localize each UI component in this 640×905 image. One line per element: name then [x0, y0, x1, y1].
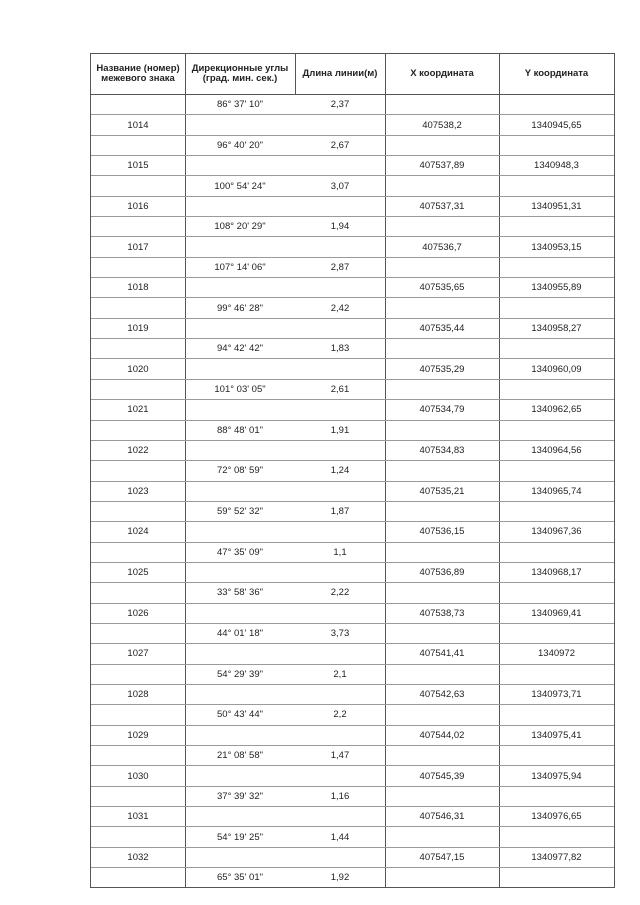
header-angles: Дирекционные углы (град. мин. сек.)	[191, 63, 289, 84]
point-name: 1018	[127, 282, 149, 294]
point-name: 1022	[127, 445, 149, 457]
y-coordinate: 1340945,65	[531, 119, 582, 131]
point-name: 1017	[127, 241, 149, 253]
line-length: 2,22	[330, 587, 350, 599]
table-row	[91, 339, 614, 359]
y-coordinate: 1340953,15	[531, 241, 582, 253]
table-row	[91, 522, 614, 542]
table-row	[91, 359, 614, 379]
y-coordinate: 1340964,56	[531, 445, 582, 457]
table-row	[91, 482, 614, 502]
table-row	[91, 766, 614, 786]
direction-angle: 94° 42' 42"	[217, 343, 263, 355]
line-length: 2,1	[333, 668, 347, 680]
x-coordinate: 407547,15	[419, 851, 465, 863]
table-row	[91, 726, 614, 746]
header-y: Y координата	[524, 68, 589, 79]
x-coordinate: 407537,89	[419, 160, 465, 172]
direction-angle: 54° 19' 25"	[217, 831, 263, 843]
point-name: 1025	[127, 567, 149, 579]
line-length: 1,1	[333, 546, 347, 558]
point-name: 1024	[127, 526, 149, 538]
line-length: 1,91	[330, 424, 350, 436]
x-coordinate: 407537,31	[419, 200, 465, 212]
point-name: 1028	[127, 689, 149, 701]
direction-angle: 59° 52' 32"	[217, 506, 263, 518]
x-coordinate: 407534,83	[419, 445, 465, 457]
line-length: 1,92	[330, 872, 350, 884]
table-row	[91, 807, 614, 827]
direction-angle: 108° 20' 29"	[214, 221, 266, 233]
point-name: 1026	[127, 607, 149, 619]
table-row	[91, 502, 614, 522]
x-coordinate: 407538,2	[422, 119, 462, 131]
line-length: 2,42	[330, 302, 350, 314]
table-row	[91, 787, 614, 807]
y-coordinate: 1340962,65	[531, 404, 582, 416]
direction-angle: 100° 54' 24"	[214, 180, 266, 192]
line-length: 2,37	[330, 99, 350, 111]
table-header	[91, 54, 614, 95]
table-row	[91, 319, 614, 339]
y-coordinate: 1340951,31	[531, 200, 582, 212]
y-coordinate: 1340975,94	[531, 770, 582, 782]
line-length: 2,87	[330, 261, 350, 273]
direction-angle: 21° 08' 58"	[217, 750, 263, 762]
line-length: 1,24	[330, 465, 350, 477]
direction-angle: 101° 03' 05"	[214, 383, 266, 395]
x-coordinate: 407536,15	[419, 526, 465, 538]
direction-angle: 88° 48' 01"	[217, 424, 263, 436]
table-row	[91, 237, 614, 257]
x-coordinate: 407541,41	[419, 648, 465, 660]
direction-angle: 33° 58' 36"	[217, 587, 263, 599]
y-coordinate: 1340960,09	[531, 363, 582, 375]
x-coordinate: 407544,02	[419, 729, 465, 741]
y-coordinate: 1340967,36	[531, 526, 582, 538]
point-name: 1015	[127, 160, 149, 172]
x-coordinate: 407545,39	[419, 770, 465, 782]
header-length: Длина линии(м)	[302, 68, 378, 79]
direction-angle: 96° 40' 20"	[217, 139, 263, 151]
x-coordinate: 407535,29	[419, 363, 465, 375]
x-coordinate: 407534,79	[419, 404, 465, 416]
direction-angle: 99° 46' 28"	[217, 302, 263, 314]
y-coordinate: 1340973,71	[531, 689, 582, 701]
table-row	[91, 95, 614, 115]
header-name: Название (номер) межевого знака	[96, 63, 180, 84]
direction-angle: 86° 37' 10"	[217, 99, 263, 111]
point-name: 1027	[127, 648, 149, 660]
table-row	[91, 136, 614, 156]
table-row	[91, 868, 614, 887]
coordinates-table	[90, 53, 615, 888]
table-row	[91, 217, 614, 237]
table-row	[91, 543, 614, 563]
x-coordinate: 407546,31	[419, 811, 465, 823]
x-coordinate: 407535,65	[419, 282, 465, 294]
x-coordinate: 407536,89	[419, 567, 465, 579]
direction-angle: 44° 01' 18"	[217, 628, 263, 640]
table-row	[91, 298, 614, 318]
y-coordinate: 1340977,82	[531, 851, 582, 863]
table-row	[91, 461, 614, 481]
table-row	[91, 176, 614, 196]
line-length: 1,44	[330, 831, 350, 843]
table-row	[91, 156, 614, 176]
table-row	[91, 685, 614, 705]
point-name: 1014	[127, 119, 149, 131]
line-length: 1,83	[330, 343, 350, 355]
line-length: 1,94	[330, 221, 350, 233]
table-row	[91, 400, 614, 420]
line-length: 3,07	[330, 180, 350, 192]
y-coordinate: 1340955,89	[531, 282, 582, 294]
direction-angle: 47° 35' 09"	[217, 546, 263, 558]
direction-angle: 54° 29' 39"	[217, 668, 263, 680]
y-coordinate: 1340948,3	[534, 160, 579, 172]
point-name: 1032	[127, 851, 149, 863]
x-coordinate: 407536,7	[422, 241, 462, 253]
point-name: 1030	[127, 770, 149, 782]
x-coordinate: 407538,73	[419, 607, 465, 619]
y-coordinate: 1340976,65	[531, 811, 582, 823]
table-row	[91, 197, 614, 217]
table-row	[91, 258, 614, 278]
x-coordinate: 407542,63	[419, 689, 465, 701]
x-coordinate: 407535,21	[419, 485, 465, 497]
y-coordinate: 1340975,41	[531, 729, 582, 741]
table-row	[91, 827, 614, 847]
table-row	[91, 604, 614, 624]
line-length: 1,87	[330, 506, 350, 518]
direction-angle: 50° 43' 44"	[217, 709, 263, 721]
table-row	[91, 583, 614, 603]
table-row	[91, 705, 614, 725]
point-name: 1019	[127, 322, 149, 334]
table-row	[91, 115, 614, 135]
y-coordinate: 1340958,27	[531, 322, 582, 334]
line-length: 1,16	[330, 790, 350, 802]
y-coordinate: 1340969,41	[531, 607, 582, 619]
x-coordinate: 407535,44	[419, 322, 465, 334]
direction-angle: 107° 14' 06"	[214, 261, 266, 273]
table-row	[91, 848, 614, 868]
table-body	[91, 95, 614, 887]
table-row	[91, 421, 614, 441]
direction-angle: 72° 08' 59"	[217, 465, 263, 477]
y-coordinate: 1340968,17	[531, 567, 582, 579]
y-coordinate: 1340972	[538, 648, 575, 660]
point-name: 1031	[127, 811, 149, 823]
table-row	[91, 624, 614, 644]
table-row	[91, 563, 614, 583]
table-row	[91, 278, 614, 298]
line-length: 1,47	[330, 750, 350, 762]
point-name: 1029	[127, 729, 149, 741]
point-name: 1016	[127, 200, 149, 212]
point-name: 1021	[127, 404, 149, 416]
table-row	[91, 665, 614, 685]
direction-angle: 37° 39' 32"	[217, 790, 263, 802]
line-length: 2,2	[333, 709, 347, 721]
point-name: 1020	[127, 363, 149, 375]
line-length: 2,67	[330, 139, 350, 151]
line-length: 3,73	[330, 628, 350, 640]
table-row	[91, 380, 614, 400]
table-row	[91, 441, 614, 461]
table-row	[91, 644, 614, 664]
table-row	[91, 746, 614, 766]
point-name: 1023	[127, 485, 149, 497]
y-coordinate: 1340965,74	[531, 485, 582, 497]
direction-angle: 65° 35' 01"	[217, 872, 263, 884]
line-length: 2,61	[330, 383, 350, 395]
header-x: X координата	[410, 68, 474, 79]
